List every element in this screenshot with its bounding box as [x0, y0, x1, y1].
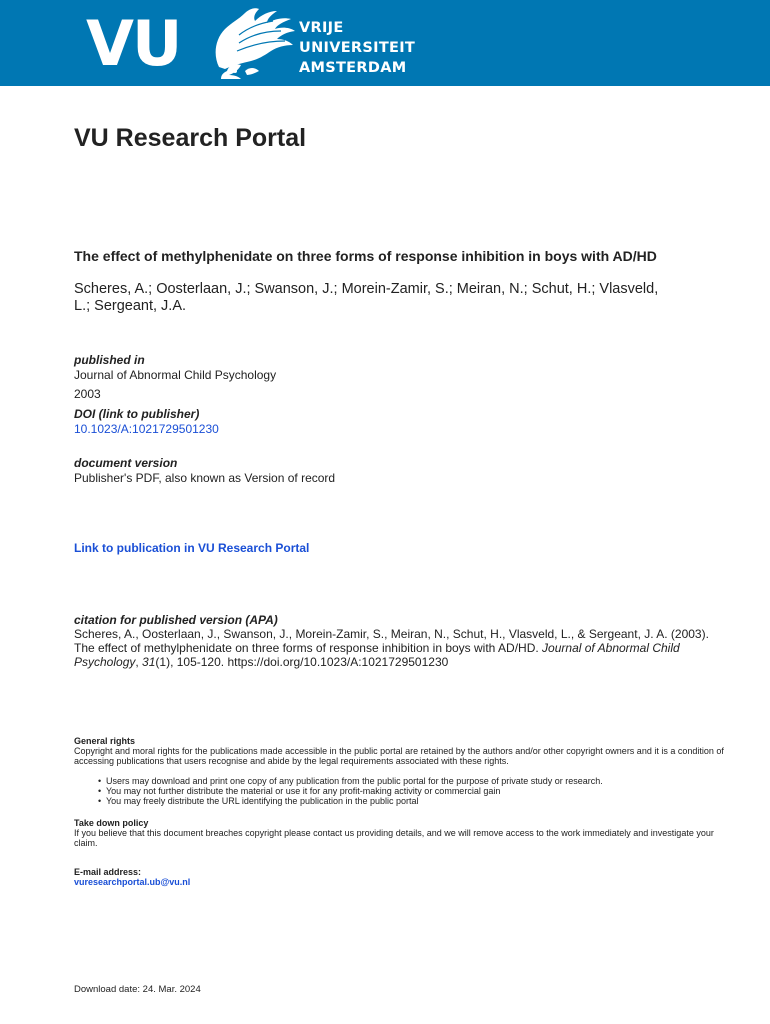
logo-line-vrije: VRIJE — [299, 20, 344, 36]
journal-name: Journal of Abnormal Child Psychology — [74, 368, 277, 382]
doi-link[interactable]: 10.1023/A:1021729501230 — [74, 422, 219, 436]
document-version-label: document version — [74, 456, 178, 470]
citation-journal: Journal of Abnormal Child Psychology — [74, 641, 680, 669]
rights-bullet-list — [74, 776, 724, 806]
citation-part1: Scheres, A., Oosterlaan, J., Swanson, J., Morein-Zamir, S., Meiran, N., Schut, H., Vlasveld, L., & Sergeant, J. A. (2003). The effect of methylphenidate on three forms of response inhibition in boys with AD/HD. — [74, 627, 709, 655]
email-heading: E-mail address: — [74, 867, 142, 877]
publication-year: 2003 — [74, 387, 101, 401]
take-down-block — [74, 818, 724, 848]
citation-volume: 31 — [142, 655, 156, 669]
doi-label: DOI (link to publisher) — [74, 407, 200, 421]
portal-title: VU Research Portal — [74, 124, 307, 152]
list-item: • You may not further distribute the material or use it for any profit-making activity or commercial gain — [106, 786, 724, 796]
logo-line-amsterdam: AMSTERDAM — [299, 60, 407, 76]
citation-rest: (1), 105-120. https://doi.org/10.1023/A:1021729501230 — [155, 655, 449, 669]
email-block — [74, 867, 724, 887]
citation-label: citation for published version (APA) — [74, 613, 278, 627]
published-in-block — [74, 353, 276, 402]
general-rights-block — [74, 736, 724, 806]
griffin-logo-icon — [205, 5, 300, 81]
citation-separator: , — [135, 655, 143, 669]
email-link[interactable]: vuresearchportal.ub@vu.nl — [74, 877, 191, 887]
paper-title: The effect of methylphenidate on three forms of response inhibition in boys with AD/HD — [74, 248, 657, 264]
take-down-text: If you believe that this document breaches copyright please contact us providing details, and we will remove access to the work immediately and investigate your claim. — [74, 828, 714, 848]
general-rights-heading: General rights — [74, 736, 136, 746]
download-date: Download date: 24. Mar. 2024 — [74, 984, 201, 995]
vu-logo-letters: VU — [86, 7, 181, 80]
paper-authors: Scheres, A.; Oosterlaan, J.; Swanson, J.; Morein-Zamir, S.; Meiran, N.; Schut, H.; Vlasveld, L.; Sergeant, J.A. — [74, 281, 659, 314]
general-rights-text: Copyright and moral rights for the publications made accessible in the public portal are retained by the authors and/or other copyright owners and it is a condition of accessing publications that users recognise and abide by the legal requirements associated with these rights. — [74, 746, 724, 766]
header-banner — [0, 0, 770, 86]
doi-block — [74, 407, 219, 437]
list-item: • You may freely distribute the URL identifying the publication in the public portal — [106, 796, 724, 806]
citation-block — [74, 613, 724, 669]
university-name — [299, 18, 415, 78]
portal-publication-link[interactable]: Link to publication in VU Research Portal — [74, 541, 310, 555]
take-down-heading: Take down policy — [74, 818, 149, 828]
published-in-label: published in — [74, 353, 145, 367]
citation-text — [74, 627, 724, 669]
logo-line-universiteit: UNIVERSITEIT — [299, 40, 416, 56]
document-version-value: Publisher's PDF, also known as Version of record — [74, 471, 336, 485]
document-version-block — [74, 456, 335, 486]
list-item: • Users may download and print one copy of any publication from the public portal for the purpose of private study or research. — [106, 776, 724, 786]
